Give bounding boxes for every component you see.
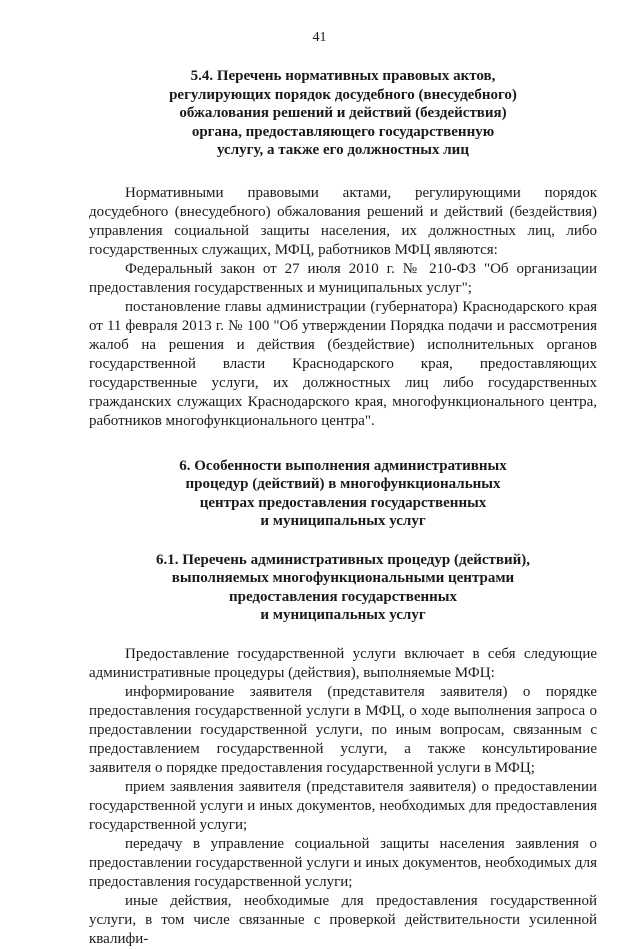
heading-line: обжалования решений и действий (бездействия): [179, 105, 507, 121]
paragraph: иные действия, необходимые для предоставления государственной услуги, в том числе связанные с проверкой действительности усиленной квалифи-: [89, 892, 597, 947]
paragraph: информирование заявителя (представителя заявителя) о порядке предоставления государственной услуги в МФЦ, о ходе выполнения запроса о предоставлении государственной услуги, по иным вопросам, связанным с предоставлением государственной услуги, а также консультирование заявителя о порядке предоставления государственной услуги в МФЦ;: [89, 683, 597, 776]
heading-line: органа, предоставляющего государственную: [191, 123, 495, 140]
paragraph: Предоставление государственной услуги включает в себя следующие административные процедуры (действия), выполняемые МФЦ:: [89, 645, 597, 681]
paragraph: постановление главы администрации (губернатора) Краснодарского края от 11 февраля 2013 г. № 100 "Об утверждении Порядка подачи и рассмотрения жалоб на решения и действия (бездействие) исполнительных органов государственной власти Краснодарского края, предоставляющих государственные услуги, их должностных лиц либо государственных гражданских служащих Краснодарского края, многофункционального центра, работников многофункционального центра".: [89, 298, 597, 429]
paragraph: прием заявления заявителя (представителя заявителя) о предоставлении государственной услуги и иных документов, необходимых для предоставления государственной услуги;: [89, 778, 597, 833]
heading-line: выполняемых многофункциональными центрами: [171, 570, 515, 586]
document-body: [89, 60, 597, 949]
paragraph: Федеральный закон от 27 июля 2010 г. № 210-ФЗ "Об организации предоставления государственных и муниципальных услуг";: [89, 260, 597, 296]
section-6-1-body: [89, 645, 597, 949]
heading-line: предоставления государственных: [228, 588, 458, 605]
heading-line: 5.4. Перечень нормативных правовых актов,: [190, 68, 496, 84]
section-6-1-heading: [89, 551, 597, 625]
paragraph: передачу в управление социальной защиты населения заявления о предоставлении государственной услуги и иных документов, необходимых для предоставления государственной услуги;: [89, 835, 597, 890]
section-5-4-heading: [89, 67, 597, 160]
heading-line: процедур (действий) в многофункциональных: [185, 476, 501, 492]
paragraph: Нормативными правовыми актами, регулирующими порядок досудебного (внесудебного) обжалования решений и действий (бездействия) управления социальной защиты населения, их должностных лиц, либо государственных служащих, МФЦ, работников МФЦ являются:: [89, 184, 597, 258]
heading-line: и муниципальных услуг: [260, 513, 426, 529]
heading-line: 6.1. Перечень административных процедур (действий),: [155, 551, 531, 568]
heading-line: центрах предоставления государственных: [199, 494, 487, 511]
heading-line: и муниципальных услуг: [260, 607, 426, 623]
page-number: 41: [312, 30, 327, 45]
section-5-4-body: [89, 184, 597, 431]
heading-line: регулирующих порядок досудебного (внесудебного): [169, 86, 517, 103]
heading-line: услугу, а также его должностных лиц: [217, 142, 469, 158]
heading-line: 6. Особенности выполнения административных: [179, 457, 507, 474]
section-6-heading: [89, 457, 597, 531]
